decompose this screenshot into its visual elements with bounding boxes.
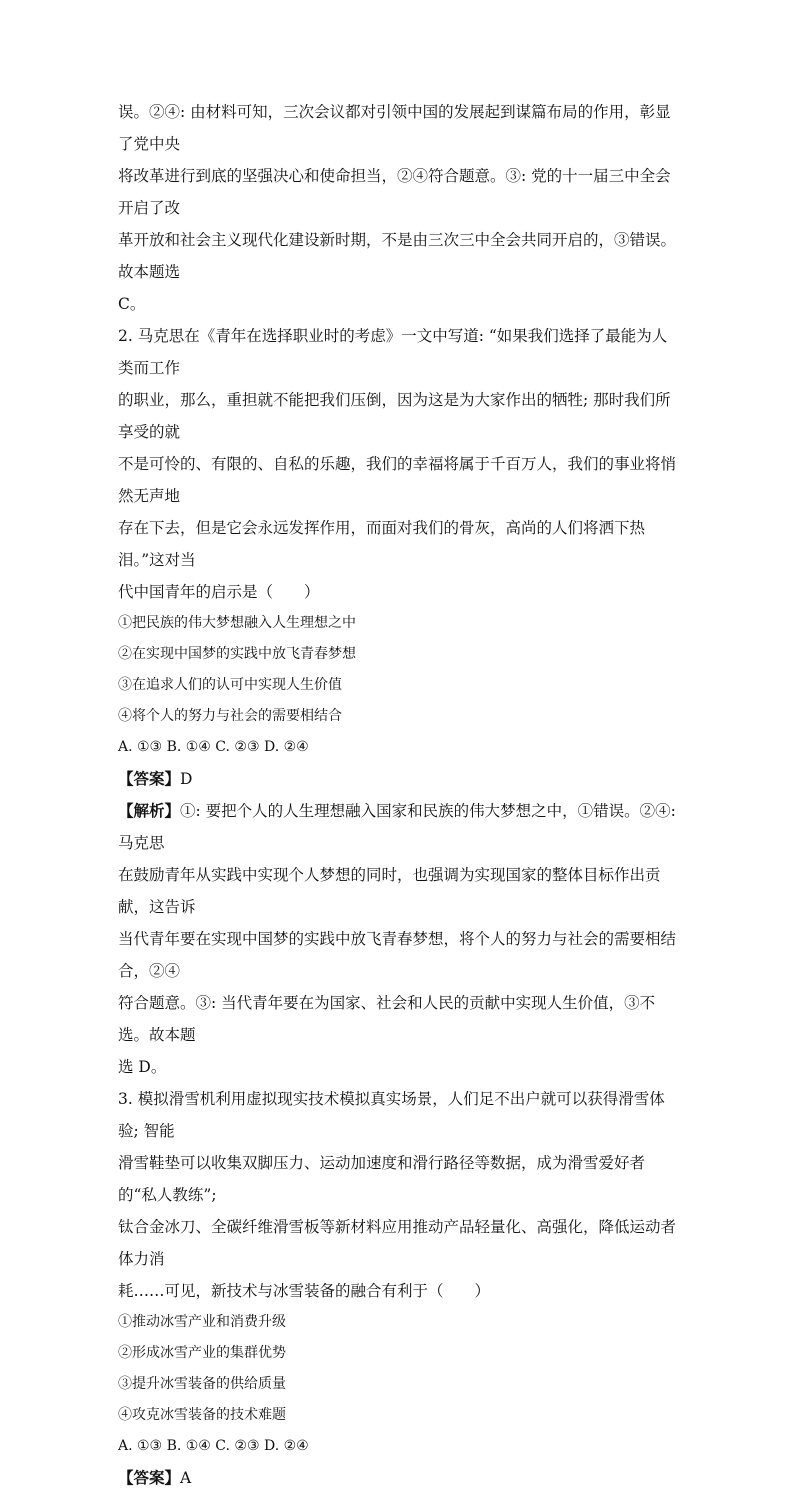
answer-choices: A. ①③ B. ①④ C. ②③ D. ②④: [118, 1438, 309, 1454]
question-stem-line: 钛合金冰刀、全碳纤维滑雪板等新材料应用推动产品轻量化、高强化，降低运动者体力消: [118, 1218, 677, 1268]
question-stem-line: 代中国青年的启示是（ ）: [118, 583, 320, 601]
answer-label: 【答案】: [118, 769, 181, 788]
answer-line: [118, 763, 678, 795]
question-stem-line: 滑雪鞋垫可以收集双脚压力、运动加速度和滑行路径等数据，成为滑雪爱好者的“私人教练”;: [118, 1154, 646, 1204]
analysis-line: 符合题意。③: 当代青年要在为国家、社会和人民的贡献中实现人生价值，③不选。故本题: [118, 994, 656, 1044]
question-3: [118, 1083, 678, 1494]
question-stem-line: 不是可怜的、有限的、自私的乐趣，我们的幸福将属于千百万人，我们的事业将悄然无声地: [118, 455, 677, 505]
question-2: [118, 320, 678, 1083]
previous-analysis: [118, 96, 678, 320]
analysis-text: ①: 要把个人的人生理想融入国家和民族的伟大梦想之中，①错误。②④: 马克思: [118, 802, 676, 852]
question-stem-line: 存在下去，但是它会永远发挥作用，而面对我们的骨灰，高尚的人们将洒下热泪。”这对当: [118, 519, 646, 569]
option-item: ④将个人的努力与社会的需要相结合: [118, 708, 342, 724]
question-stem-line: 耗……可见，新技术与冰雪装备的融合有利于（ ）: [118, 1282, 491, 1300]
answer-choices: A. ①③ B. ①④ C. ②③ D. ②④: [118, 739, 309, 755]
option-item: ①把民族的伟大梦想融入人生理想之中: [118, 615, 356, 631]
option-item: ④攻克冰雪装备的技术难题: [118, 1407, 286, 1423]
option-item: ②在实现中国梦的实践中放飞青春梦想: [118, 646, 356, 662]
analysis-label: 【解析】: [118, 801, 181, 820]
analysis-line: [118, 795, 678, 859]
answer-line: [118, 1462, 678, 1494]
question-stem-line: 3. 模拟滑雪机利用虚拟现实技术模拟真实场景，人们足不出户就可以获得滑雪体验; 智能: [118, 1090, 665, 1140]
analysis-line: 当代青年要在实现中国梦的实践中放飞青春梦想，将个人的努力与社会的需要相结合，②④: [118, 930, 677, 980]
document-page: [118, 96, 678, 1494]
option-item: ②形成冰雪产业的集群优势: [118, 1345, 286, 1361]
analysis-line: 在鼓励青年从实践中实现个人梦想的同时，也强调为实现国家的整体目标作出贡献，这告诉: [118, 866, 661, 916]
question-stem-line: 2. 马克思在《青年在选择职业时的考虑》一文中写道: “如果我们选择了最能为人类而工作: [118, 327, 668, 377]
answer-value: A: [180, 1469, 192, 1487]
answer-value: D: [180, 770, 193, 788]
text-line: 将改革进行到底的坚强决心和使命担当，②④符合题意。③: 党的十一届三中全会开启了改: [118, 167, 671, 217]
option-item: ③在追求人们的认可中实现人生价值: [118, 677, 342, 693]
text-line: 革开放和社会主义现代化建设新时期，不是由三次三中全会共同开启的，③错误。故本题选: [118, 231, 677, 281]
option-item: ③提升冰雪装备的供给质量: [118, 1376, 286, 1392]
text-line: 误。②④: 由材料可知，三次会议都对引领中国的发展起到谋篇布局的作用，彰显了党中央: [118, 103, 671, 153]
analysis-line: 选 D。: [118, 1058, 167, 1076]
option-item: ①推动冰雪产业和消费升级: [118, 1314, 286, 1330]
question-stem-line: 的职业，那么，重担就不能把我们压倒，因为这是为大家作出的牺牲; 那时我们所享受的就: [118, 391, 671, 441]
answer-label: 【答案】: [118, 1468, 181, 1487]
text-line: C。: [118, 295, 146, 313]
